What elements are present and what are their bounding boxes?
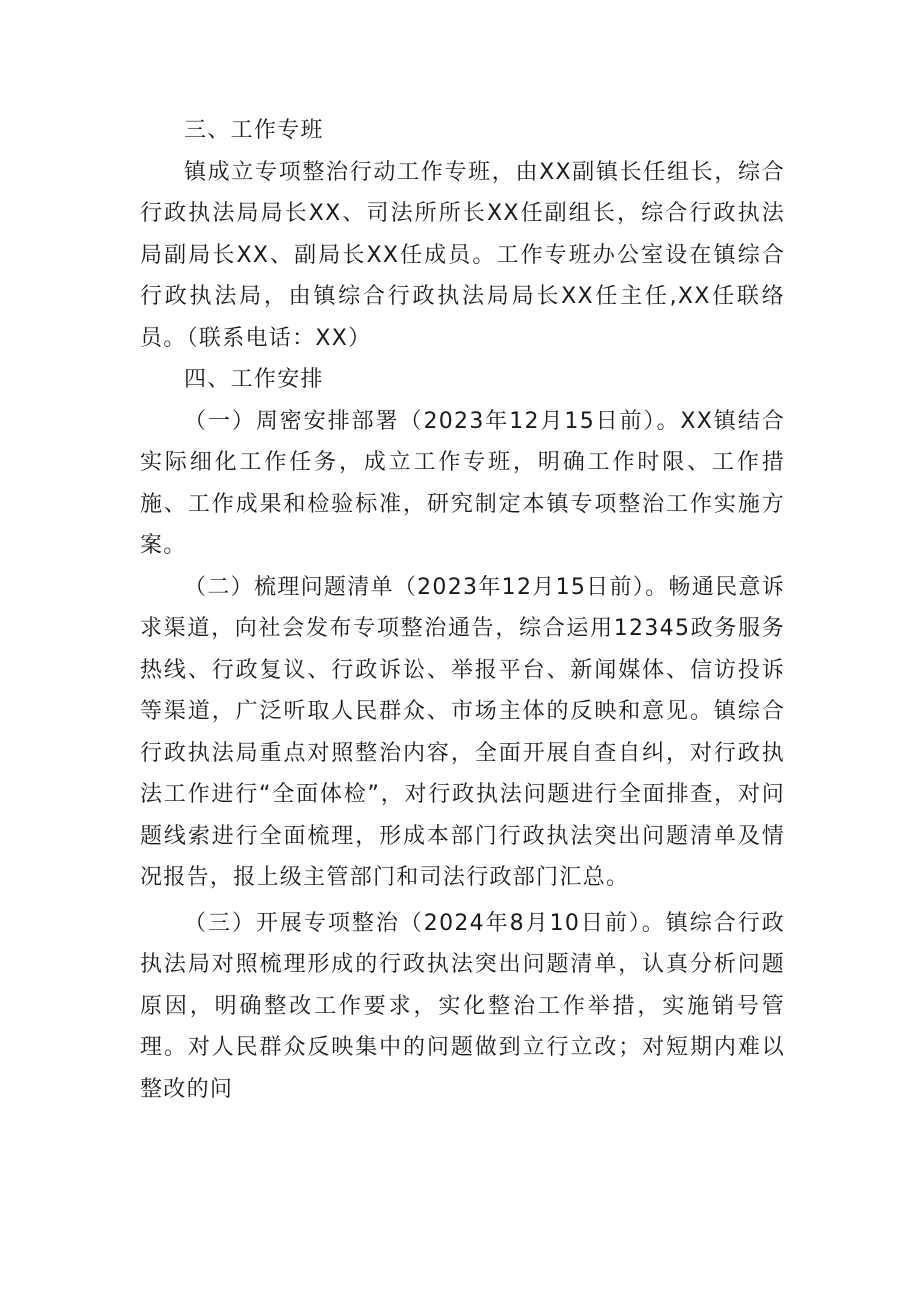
section-4-item-2: （二）梳理问题清单（2023年12月15日前）。畅通民意诉求渠道，向社会发布专项整治通告，综合运用12345政务服务热线、行政复议、行政诉讼、举报平台、新闻媒体、信访投诉等渠道，广泛听取人民群众、市场主体的反映和意见。镇综合行政执法局重点对照整治内容，全面开展自查自纠，对行政执法工作进行“全面体检”，对行政执法问题进行全面排查，对问题线索进行全面梳理，形成本部门行政执法突出问题清单及情况报告，报上级主管部门和司法行政部门汇总。 [140, 574, 785, 890]
section-3-paragraph: 镇成立专项整治行动工作专班，由XX副镇长任组长，综合行政执法局局长XX、司法所所长XX任副组长，综合行政执法局副局长XX、副局长XX任成员。工作专班办公室设在镇综合行政执法局，由镇综合行政执法局局长XX任主任,XX任联络员。（联系电话：XX） [140, 159, 785, 351]
document-body [140, 110, 785, 1110]
section-4-heading: 四、工作安排 [184, 367, 324, 392]
section-4-item-3: （三）开展专项整治（2024年8月10日前）。镇综合行政执法局对照梳理形成的行政执法突出问题清单，认真分析问题原因，明确整改工作要求，实化整治工作举措，实施销号管理。对人民群众反映集中的问题做到立行立改；对短期内难以整改的问 [140, 910, 785, 1102]
section-3-heading: 三、工作专班 [184, 118, 324, 143]
section-4-item-1: （一）周密安排部署（2023年12月15日前）。XX镇结合实际细化工作任务，成立工作专班，明确工作时限、工作措施、工作成果和检验标准，研究制定本镇专项整治工作实施方案。 [140, 408, 785, 558]
